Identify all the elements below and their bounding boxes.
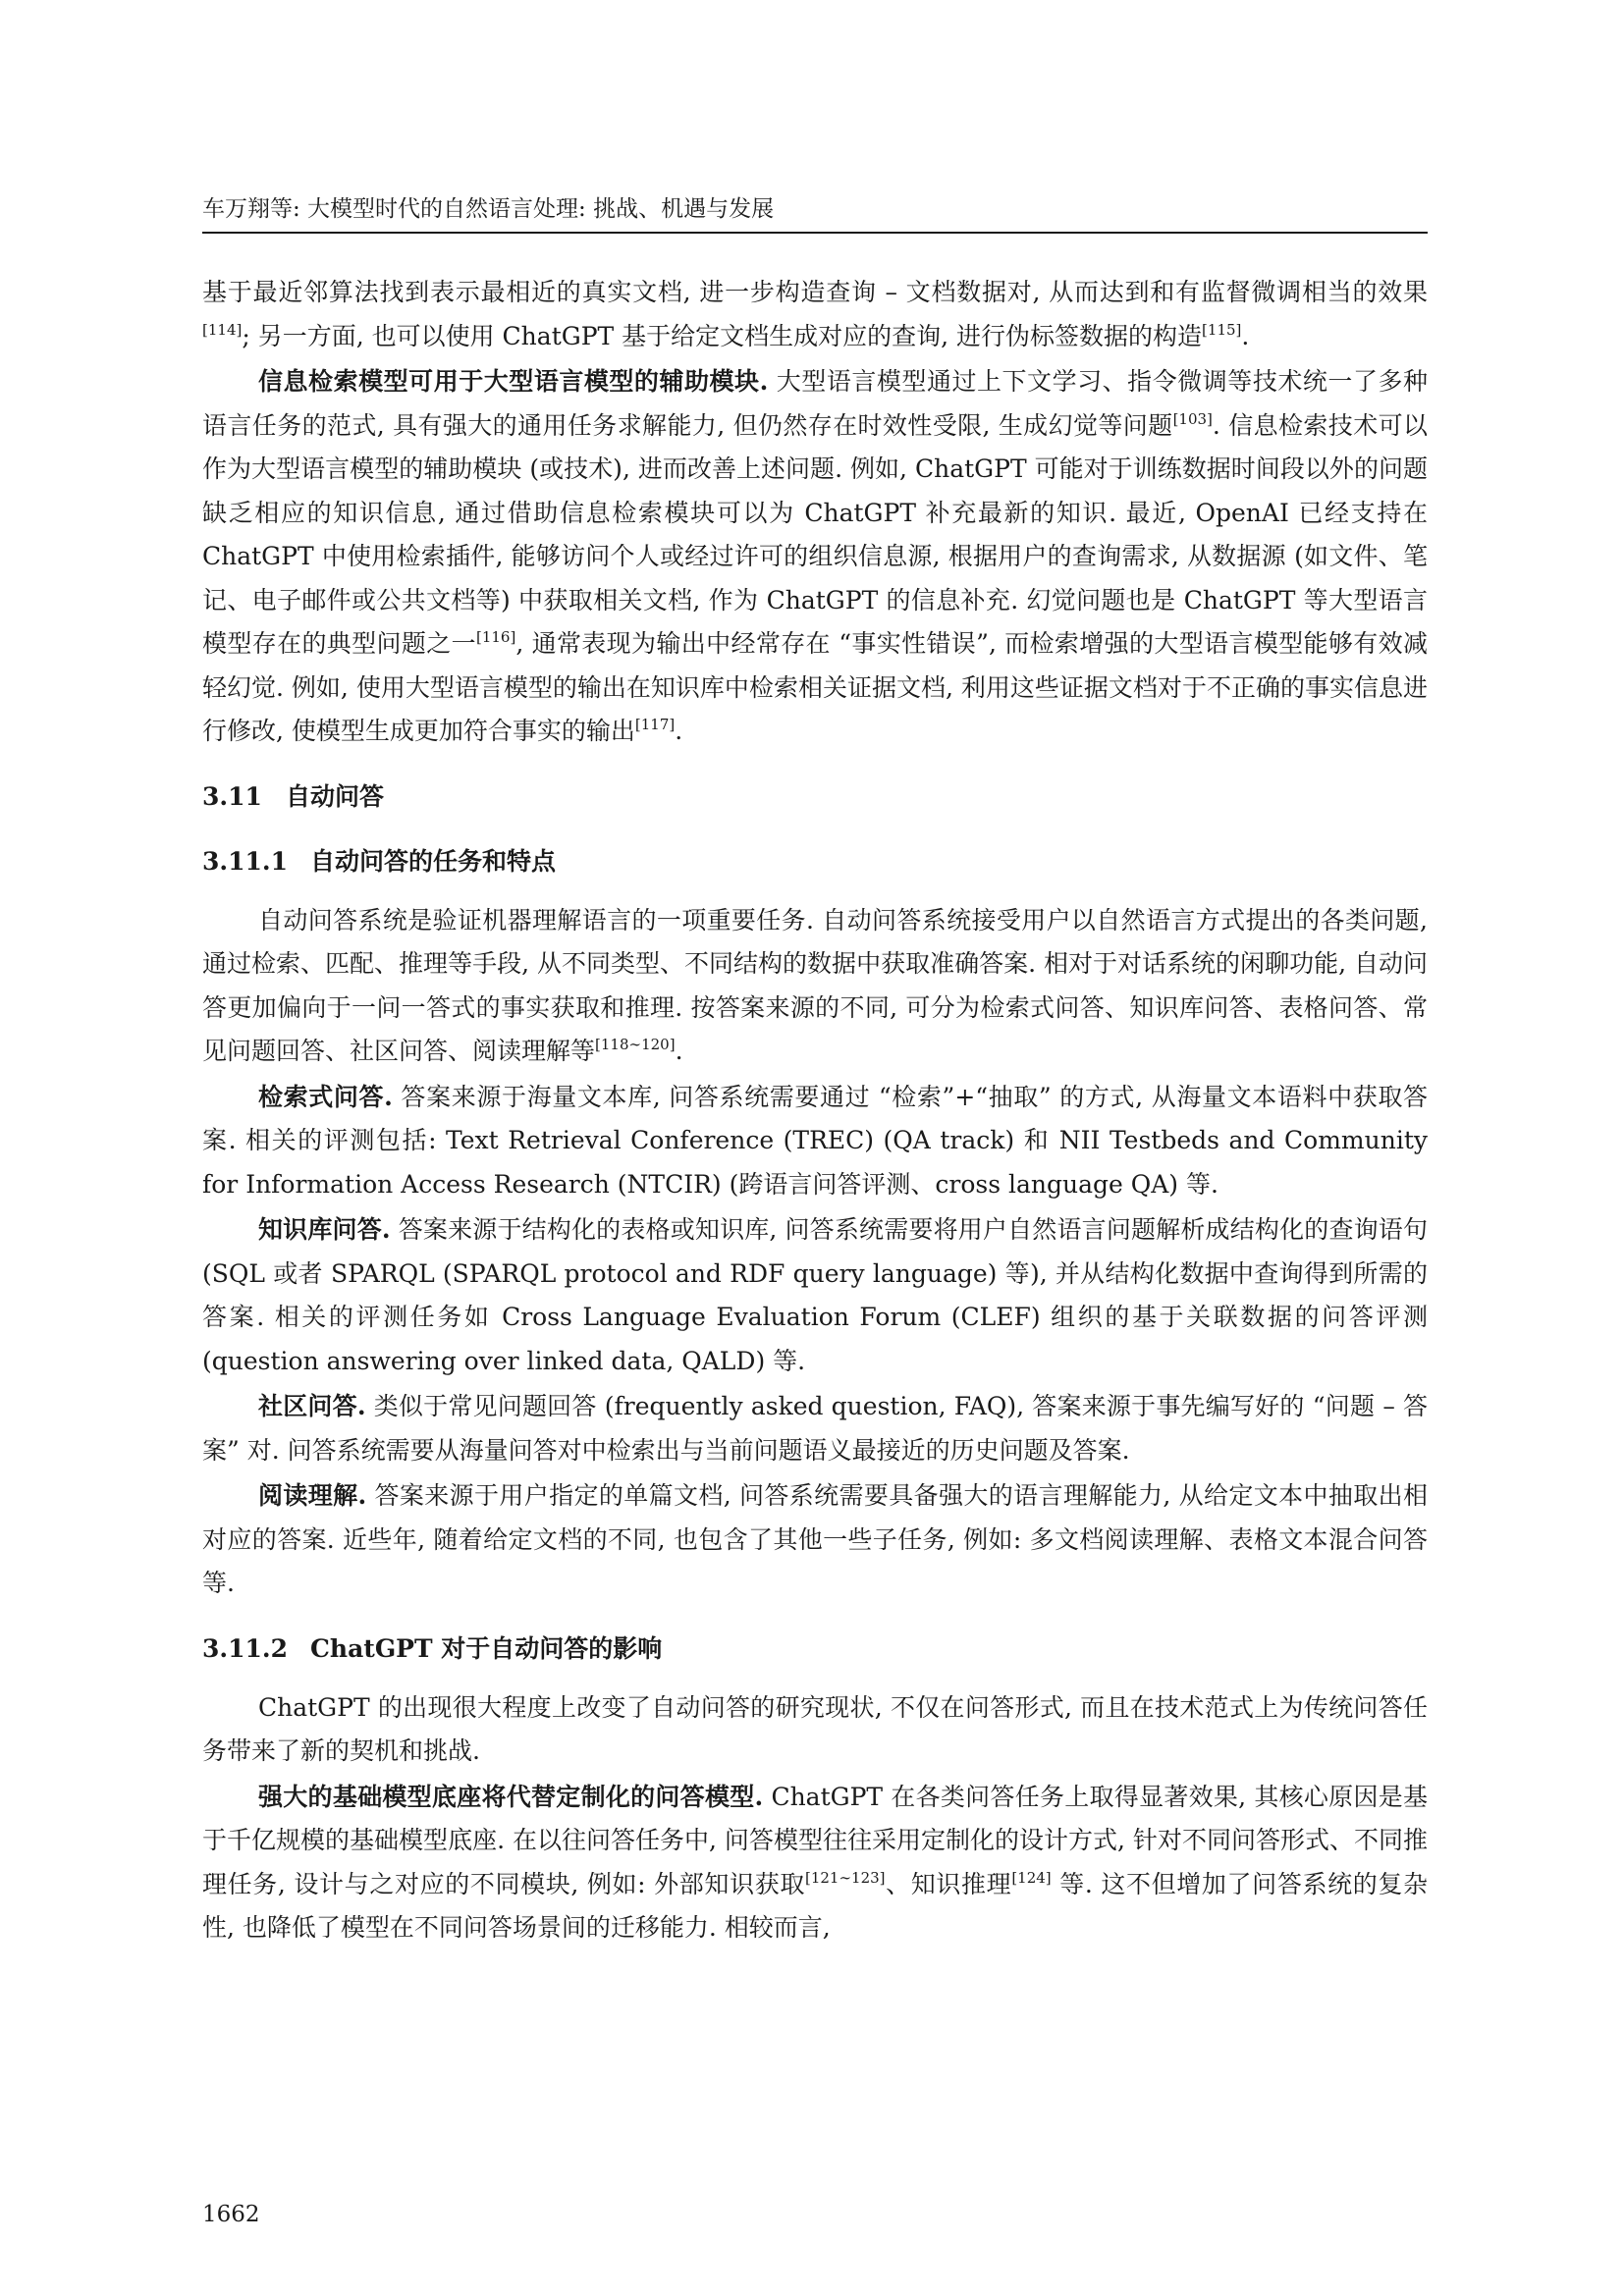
citation-ref: [118∼120] xyxy=(595,1036,676,1053)
paragraph-text: . xyxy=(675,717,683,745)
paragraph-text: 答案来源于结构化的表格或知识库, 问答系统需要将用户自然语言问题解析成结构化的查询语句 (SQL 或者 SPARQL (SPARQL protocol and RDF query language) 等), 并从结构化数据中查询得到所需的答案. 相关的评测任务如 Cross Language Evaluation Forum (CLEF) 组织的基于关联数据的问答评测 (question answering over linked data, QALD) 等. xyxy=(202,1215,1428,1375)
paragraph-text: . xyxy=(675,1037,683,1065)
subsection-title: 自动问答的任务和特点 xyxy=(310,846,557,876)
citation-ref: [115] xyxy=(1202,320,1242,339)
subsection-2-paragraphs xyxy=(202,1686,1428,1950)
intro-paragraphs xyxy=(202,271,1428,754)
paragraph-lead: 社区问答. xyxy=(258,1392,366,1420)
paragraph-text: , 通常表现为输出中经常存在 “事实性错误”, 而检索增强的大型语言模型能够有效减轻幻觉. 例如, 使用大型语言模型的输出在知识库中检索相关证据文档, 利用这些证据文档对于不正确的事实信息进行修改, 使模型生成更加符合事实的输出 xyxy=(202,629,1428,745)
citation-ref: [121∼123] xyxy=(804,1868,886,1887)
paragraph-text: 、知识推理 xyxy=(885,1869,1012,1898)
body-paragraph xyxy=(202,1474,1428,1606)
body-paragraph xyxy=(202,899,1428,1074)
citation-ref: [117] xyxy=(634,716,676,733)
body-paragraph xyxy=(202,1686,1428,1774)
paragraph-lead: 强大的基础模型底座将代替定制化的问答模型. xyxy=(258,1782,764,1811)
citation-ref: [116] xyxy=(475,628,516,646)
paragraph-lead: 知识库问答. xyxy=(258,1215,391,1244)
section-number: 3.11 xyxy=(202,781,262,811)
subsection-1-paragraphs xyxy=(202,899,1428,1606)
paragraph-lead: 信息检索模型可用于大型语言模型的辅助模块. xyxy=(258,367,769,396)
paragraph-text: 答案来源于海量文本库, 问答系统需要通过 “检索”+“抽取” 的方式, 从海量文本语料中获取答案. 相关的评测包括: Text Retrieval Conference (TREC) (QA track) 和 NII Testbeds and Community for Information Access Research (NTCIR) (跨语言问答评测、cross language QA) 等. xyxy=(202,1082,1428,1199)
citation-ref: [124] xyxy=(1011,1868,1052,1887)
body-paragraph xyxy=(202,1385,1428,1472)
body-paragraph xyxy=(202,1208,1428,1383)
paragraph-lead: 检索式问答. xyxy=(258,1082,393,1111)
body-paragraph xyxy=(202,360,1428,754)
paragraph-lead: 阅读理解. xyxy=(258,1481,367,1510)
paragraph-text: ChatGPT 在各类问答任务上取得显著效果, 其核心原因是基于千亿规模的基础模型底座. 在以往问答任务中, 问答模型往往采用定制化的设计方式, 针对不同问答形式、不同推理任务, 设计与之对应的不同模块, 例如: 外部知识获取 xyxy=(202,1782,1428,1898)
body-paragraph xyxy=(202,1076,1428,1207)
paragraph-text: ; 另一方面, 也可以使用 ChatGPT 基于给定文档生成对应的查询, 进行伪标签数据的构造 xyxy=(242,321,1203,350)
body-paragraph xyxy=(202,1776,1428,1950)
subsection-heading xyxy=(202,840,1428,883)
paragraph-text: . 信息检索技术可以作为大型语言模型的辅助模块 (或技术), 进而改善上述问题. 例如, ChatGPT 可能对于训练数据时间段以外的问题缺乏相应的知识信息, 通过借助信息检索模块可以为 ChatGPT 补充最新的知识. 最近, OpenAI 已经支持在 ChatGPT 中使用检索插件, 能够访问个人或经过许可的组织信息源, 根据用户的查询需求, 从数据源 (如文件、笔记、电子邮件或公共文档等) 中获取相关文档, 作为 ChatGPT 的信息补充. 幻觉问题也是 ChatGPT 等大型语言模型存在的典型问题之一 xyxy=(202,410,1428,658)
section-title: 自动问答 xyxy=(286,781,385,811)
paragraph-text: 类似于常见问题回答 (frequently asked question, FAQ), 答案来源于事先编写好的 “问题 – 答案” 对. 问答系统需要从海量问答对中检索出与当前问题语义最接近的历史问题及答案. xyxy=(202,1392,1428,1465)
paragraph-text: . xyxy=(1241,321,1250,350)
section-heading xyxy=(202,775,1428,819)
paragraph-text: ChatGPT 的出现很大程度上改变了自动问答的研究现状, 不仅在问答形式, 而且在技术范式上为传统问答任务带来了新的契机和挑战. xyxy=(202,1692,1428,1765)
body-paragraph xyxy=(202,271,1428,358)
paragraph-text: 等. 这不但增加了问答系统的复杂性, 也降低了模型在不同问答场景间的迁移能力. 相较而言, xyxy=(202,1869,1428,1942)
paragraph-text: 大型语言模型通过上下文学习、指令微调等技术统一了多种语言任务的范式, 具有强大的通用任务求解能力, 但仍然存在时效性受限, 生成幻觉等问题 xyxy=(202,367,1428,440)
citation-ref: [114] xyxy=(202,320,243,339)
page-number: 1662 xyxy=(202,2202,260,2227)
subsection-number: 3.11.1 xyxy=(202,846,288,876)
subsection-title: ChatGPT 对于自动问答的影响 xyxy=(310,1633,663,1663)
running-head: 车万翔等: 大模型时代的自然语言处理: 挑战、机遇与发展 xyxy=(202,196,775,222)
paragraph-text: 自动问答系统是验证机器理解语言的一项重要任务. 自动问答系统接受用户以自然语言方式提出的各类问题, 通过检索、匹配、推理等手段, 从不同类型、不同结构的数据中获取准确答案. 相对于对话系统的闲聊功能, 自动问答更加偏向于一问一答式的事实获取和推理. 按答案来源的不同, 可分为检索式问答、知识库问答、表格问答、常见问题回答、社区问答、阅读理解等 xyxy=(202,905,1428,1065)
paragraph-text: 答案来源于用户指定的单篇文档, 问答系统需要具备强大的语言理解能力, 从给定文本中抽取出相对应的答案. 近些年, 随着给定文档的不同, 也包含了其他一些子任务, 例如: 多文档阅读理解、表格文本混合问答等. xyxy=(202,1481,1428,1597)
citation-ref: [103] xyxy=(1172,409,1213,428)
subsection-number: 3.11.2 xyxy=(202,1633,288,1663)
article-body xyxy=(202,271,1428,1952)
header-rule xyxy=(202,232,1428,234)
subsection-heading xyxy=(202,1628,1428,1671)
paragraph-text: 基于最近邻算法找到表示最相近的真实文档, 进一步构造查询 – 文档数据对, 从而达到和有监督微调相当的效果 xyxy=(202,278,1428,306)
